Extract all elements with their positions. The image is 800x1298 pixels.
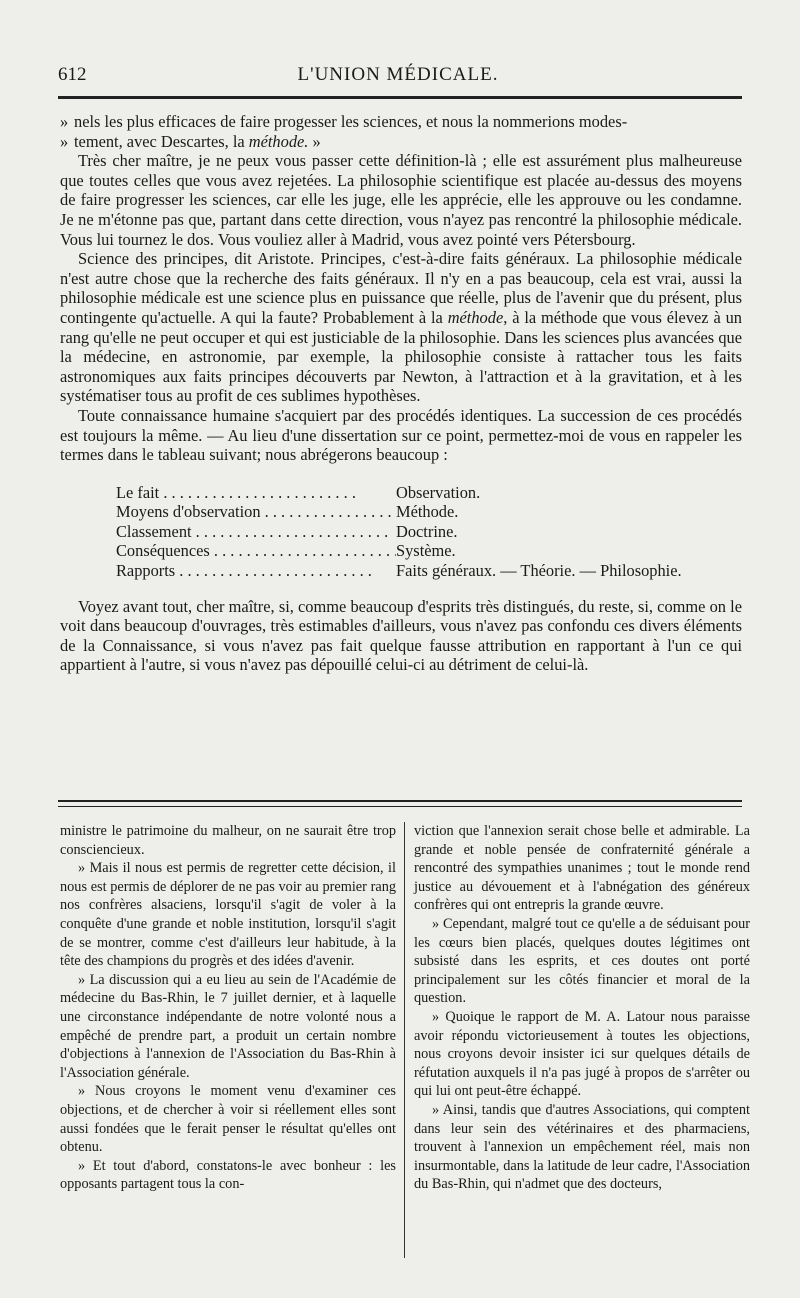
paragraph: » Mais il nous est permis de regretter cette décision, il nous est permis de déplorer de ne pas voir au premier rang nos confrères alsaciens, lorsqu'il s'agit de voler à la conquête d'une grande et noble institution, lorsqu'il s'agit de se montrer, comme c'est d'ailleurs leur habitude, à la tête des champions du progrès et des idées d'avenir. — [60, 860, 396, 970]
table-value: Faits généraux. — Théorie. — Philosophie. — [396, 561, 682, 581]
table-term: Moyens d'observation . . . — [116, 502, 396, 522]
table-value: Observation. — [396, 482, 481, 502]
knowledge-table — [116, 483, 742, 581]
paragraph: » Quoique le rapport de M. A. Latour nous paraisse avoir répondu victorieusement à toutes les objections, nous croyons devoir insister ici sur quelques détails de réfutation auxquels il n'a pas jugé à propos de s'arrêter ou qui lui ont peut-être échappé. — [414, 1008, 750, 1100]
section-rule — [58, 800, 742, 807]
running-title: L'UNION MÉDICALE. — [297, 64, 499, 85]
two-column-section — [60, 822, 750, 1262]
left-column — [60, 822, 396, 1194]
paragraph: Très cher maître, je ne peux vous passer cette définition-là ; elle est assurément plus malheureuse que toutes celles que vous avez rejetées. La philosophie scientifique est placée au-dessus des moyens de faire progresser les sciences, car elle les juge, elle les apprécie, elle les approuve ou les condamne. Je ne m'étonne pas que, partant dans cette direction, vous n'ayez pas rencontré la philosophie médicale. Vous lui tournez le dos. Vous vouliez aller à Madrid, vous avez pointé vers Pétersbourg. — [60, 151, 742, 249]
table-value: Méthode. — [396, 502, 459, 522]
paragraph-text: » — [312, 131, 321, 151]
paragraph: » Nous croyons le moment venu d'examiner ces objections, et de chercher à voir si réellement elles sont aussi fondées que le ferait penser le résultat qu'elles ont obtenu. — [60, 1083, 396, 1156]
emphasis: méthode. — [248, 131, 309, 151]
paragraph: ministre le patrimoine du malheur, on ne saurait être trop consciencieux. — [60, 823, 396, 858]
paragraph: viction que l'annexion serait chose belle et admirable. La grande et noble pensée de confraternité générale a rencontré des sympathies unanimes ; tout le monde rend justice au dévouement et à l'abnégation des généreux confrères qui ont entrepris la grande œuvre. — [414, 823, 750, 914]
table-row — [116, 561, 742, 581]
paragraph-text: Science des principes, dit Aristote. Principes, c'est-à-dire faits généraux. La philosophie médicale n'est autre chose que la recherche des faits généraux. Il n'y en a pas beaucoup, cela est vrai, aussi la philosophie médicale est une science plus en puissance que réelle, plus de l'avenir que du présent, plus contingente qu'actuelle. A qui la faute? Probablement à la — [60, 249, 742, 327]
page-number: 612 — [58, 64, 87, 85]
table-term: Conséquences . . . — [116, 541, 396, 561]
emphasis: méthode — [447, 307, 504, 327]
paragraph: » Et tout d'abord, constatons-le avec bonheur : les opposants partagent tous la con- — [60, 1157, 396, 1193]
main-article — [60, 112, 742, 675]
table-value: Système. — [396, 541, 456, 561]
paragraph: » Cependant, malgré tout ce qu'elle a de séduisant pour les cœurs bien placés, quelques doutes légitimes ont subsisté dans les esprits, et ces doutes ont porté principalement sur les côtés financier et moral de la question. — [414, 915, 750, 1007]
paragraph: » Ainsi, tandis que d'autres Associations, qui comptent dans leur sein des vétérinaires et des pharmaciens, trouvent à l'annexion un empêchement réel, mais non insurmontable, dans la latitude de leur cadre, l'Association du Bas-Rhin, qui n'admet que des docteurs, — [414, 1101, 750, 1193]
table-term: Classement . . . — [116, 522, 396, 542]
table-value: Doctrine. — [396, 521, 458, 541]
right-column — [414, 822, 750, 1194]
paragraph — [60, 112, 742, 132]
paragraph-text: , à la méthode que vous élevez à un rang qu'elle ne peut occuper et qui est justiciable de la philosophie. Dans les sciences plus avancées que la médecine, en astronomie, par exemple, la philosophie consiste à rattacher tous les faits astronomiques aux faits principes découverts par Newton, à l'attraction et à la gravitation, et à les systématiser tous au profit de ces sublimes hypothèses. — [60, 307, 742, 406]
table-term: Le fait . . . — [116, 483, 396, 503]
quote-mark: » — [60, 112, 69, 131]
column-divider — [404, 822, 405, 1258]
quote-mark: » — [60, 131, 69, 151]
paragraph — [60, 132, 742, 152]
table-row — [116, 541, 742, 561]
paragraph-text: nels les plus efficaces de faire progesser les sciences, et nous la nommerions modes- — [74, 112, 628, 131]
paragraph-text: tement, avec Descartes, la — [74, 131, 245, 151]
header-rule — [58, 96, 742, 99]
table-row — [116, 483, 742, 503]
paragraph: » La discussion qui a eu lieu au sein de l'Académie de médecine du Bas-Rhin, le 7 juillet dernier, et à laquelle une circonstance indépendante de notre volonté nous a empêché de prendre part, a produit un certain nombre d'objections à l'annexion de l'Association du Bas-Rhin à l'Association générale. — [60, 971, 396, 1081]
paragraph — [60, 249, 742, 406]
page-header — [58, 64, 738, 88]
table-row — [116, 522, 742, 542]
table-term: Rapports . . . — [116, 561, 396, 581]
table-row — [116, 502, 742, 522]
paragraph: Toute connaissance humaine s'acquiert par des procédés identiques. La succession de ces procédés est toujours la même. — Au lieu d'une dissertation sur ce point, permettez-moi de vous en rappeler les termes dans le tableau suivant; nous abrégerons beaucoup : — [60, 405, 742, 465]
paragraph: Voyez avant tout, cher maître, si, comme beaucoup d'esprits très distingués, du reste, si, comme on le voit dans beaucoup d'ouvrages, très estimables d'ailleurs, vous n'avez pas confondu ces divers éléments de la Connaissance, si vous n'avez pas fait quelque fausse attribution en rapportant à l'un ce qui appartient à l'autre, si vous n'avez pas dépouillé celui-ci au détriment de celui-là. — [60, 596, 742, 675]
